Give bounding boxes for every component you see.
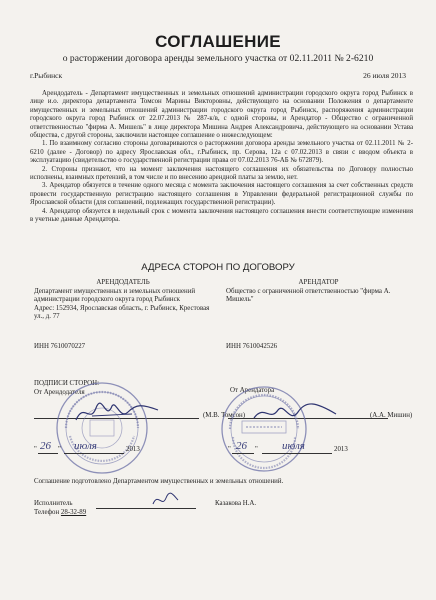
paragraph-preamble: Арендодатель - Департамент имущественных и земельных отношений администрации городского округа город Рыбинск в лице и.о. директора департамента Томсон Марины Викторовны, действующего на основании Положения о департаменте имущественных и земельных отношений администрации городского округа город Рыбинск, распоряжения администрации городского округа город Рыбинск от 22.07.2013 № 287-к/в, с одной стороны, и Арендатор - Общество с ограниченной ответственностью "фирма А. Мишель" в лице директора Мишина Андрея Александровича, действующего на основании Устава общества, с другой стороны, заключили настоящее соглашение о нижеследующем: [30, 90, 413, 140]
executor-signature-line [96, 508, 196, 509]
tenant-month-line [262, 453, 332, 454]
tenant-signature [250, 398, 340, 428]
tenant-day-line [232, 453, 254, 454]
landlord-block [34, 279, 212, 322]
agreement-body [30, 90, 413, 225]
tenant-seal-stamp [218, 383, 310, 475]
tenant-sign-label: От Арендатора [230, 387, 275, 394]
addresses-title: АДРЕСА СТОРОН ПО ДОГОВОРУ [141, 262, 295, 273]
landlord-inn: ИНН 7610070227 [34, 343, 86, 350]
landlord-signature [72, 398, 162, 428]
tenant-sign-day: 26 [236, 440, 247, 452]
phone-label: Телефон [34, 509, 60, 516]
document-date: 26 июля 2013 [363, 71, 406, 80]
tenant-sign-year: 2013 [334, 446, 348, 453]
landlord-address: Адрес: 152934, Ярославская область, г. Рыбинск, Крестовая ул., д. 77 [34, 304, 210, 321]
document-title: СОГЛАШЕНИЕ [155, 32, 281, 51]
tenant-sign-month: июля [282, 440, 305, 452]
landlord-sign-month: июля [74, 440, 97, 452]
paragraph-1: 1. По взаимному согласию стороны договариваются о расторжении договора аренды земельного участка от 02.11.2011 № 2-6210 (далее - Договор) по адресу Ярославская обл., г.Рыбинск, пр. Серова, 12а с 07.02.2013 в связи с вводом объекта в эксплуатацию (свидетельство о государственной регистрации права от 07.02.2013 76-АБ № 672879). [30, 140, 413, 165]
executor-label: Исполнитель [34, 500, 73, 507]
tenant-heading: АРЕНДАТОР [298, 279, 339, 286]
paragraph-2: 2. Стороны признают, что на момент заключения настоящего соглашения их обязательства по Договору полностью исполнены, взаимных претензий, в том числе и по внесению арендной платы за землю, нет. [30, 165, 413, 182]
landlord-sign-year: 2013 [126, 446, 140, 453]
executor-name: Казакова Н.А. [215, 500, 257, 507]
landlord-heading: АРЕНДОДАТЕЛЬ [96, 279, 150, 286]
tenant-date-quote-close: " [255, 446, 258, 453]
landlord-seal-stamp [52, 378, 152, 478]
landlord-month-line [64, 453, 124, 454]
landlord-day-line [38, 453, 58, 454]
landlord-date-quote-open: " [34, 446, 37, 453]
landlord-date-quote-close: " [58, 446, 61, 453]
tenant-signer-name: (А.А. Мишин) [370, 412, 413, 419]
phone-number: 28-32-89 [60, 509, 87, 516]
tenant-name: Общество с ограниченной ответственностью "фирма А. Мишель" [226, 287, 391, 304]
document-place: г.Рыбинск [30, 71, 63, 80]
paragraph-3: 3. Арендатор обязуется в течение одного месяца с момента заключения настоящего соглашения за счет собственных средств провести государственную регистрацию настоящего соглашения в Управлении федеральной регистрационной службы по Ярославской области (для соглашений, подлежащих государственной регистрации). [30, 182, 413, 207]
prepared-by-note: Соглашение подготовлено Департаментом имущественных и земельных отношений. [34, 478, 284, 485]
landlord-signer-name: (М.В. Томсон) [203, 412, 246, 419]
executor-signature [150, 490, 180, 510]
landlord-sign-label: От Арендодателя [34, 389, 85, 396]
tenant-block [226, 279, 411, 305]
landlord-name: Департамент имущественных и земельных отношений администрации городского округа город Рыбинск [34, 287, 196, 304]
tenant-inn: ИНН 7610042526 [226, 343, 278, 350]
phone-line [34, 509, 86, 516]
tenant-date-quote-open: " [228, 446, 231, 453]
paragraph-4: 4. Арендатор обязуется в недельный срок с момента заключения настоящего соглашения внести соответствующие изменения в учетные данные Арендатора. [30, 207, 413, 224]
document-subtitle: о расторжении договора аренды земельного участка от 02.11.2011 № 2-6210 [62, 53, 374, 64]
landlord-sign-day: 26 [40, 440, 51, 452]
signatures-heading: ПОДПИСИ СТОРОН: [34, 380, 100, 387]
